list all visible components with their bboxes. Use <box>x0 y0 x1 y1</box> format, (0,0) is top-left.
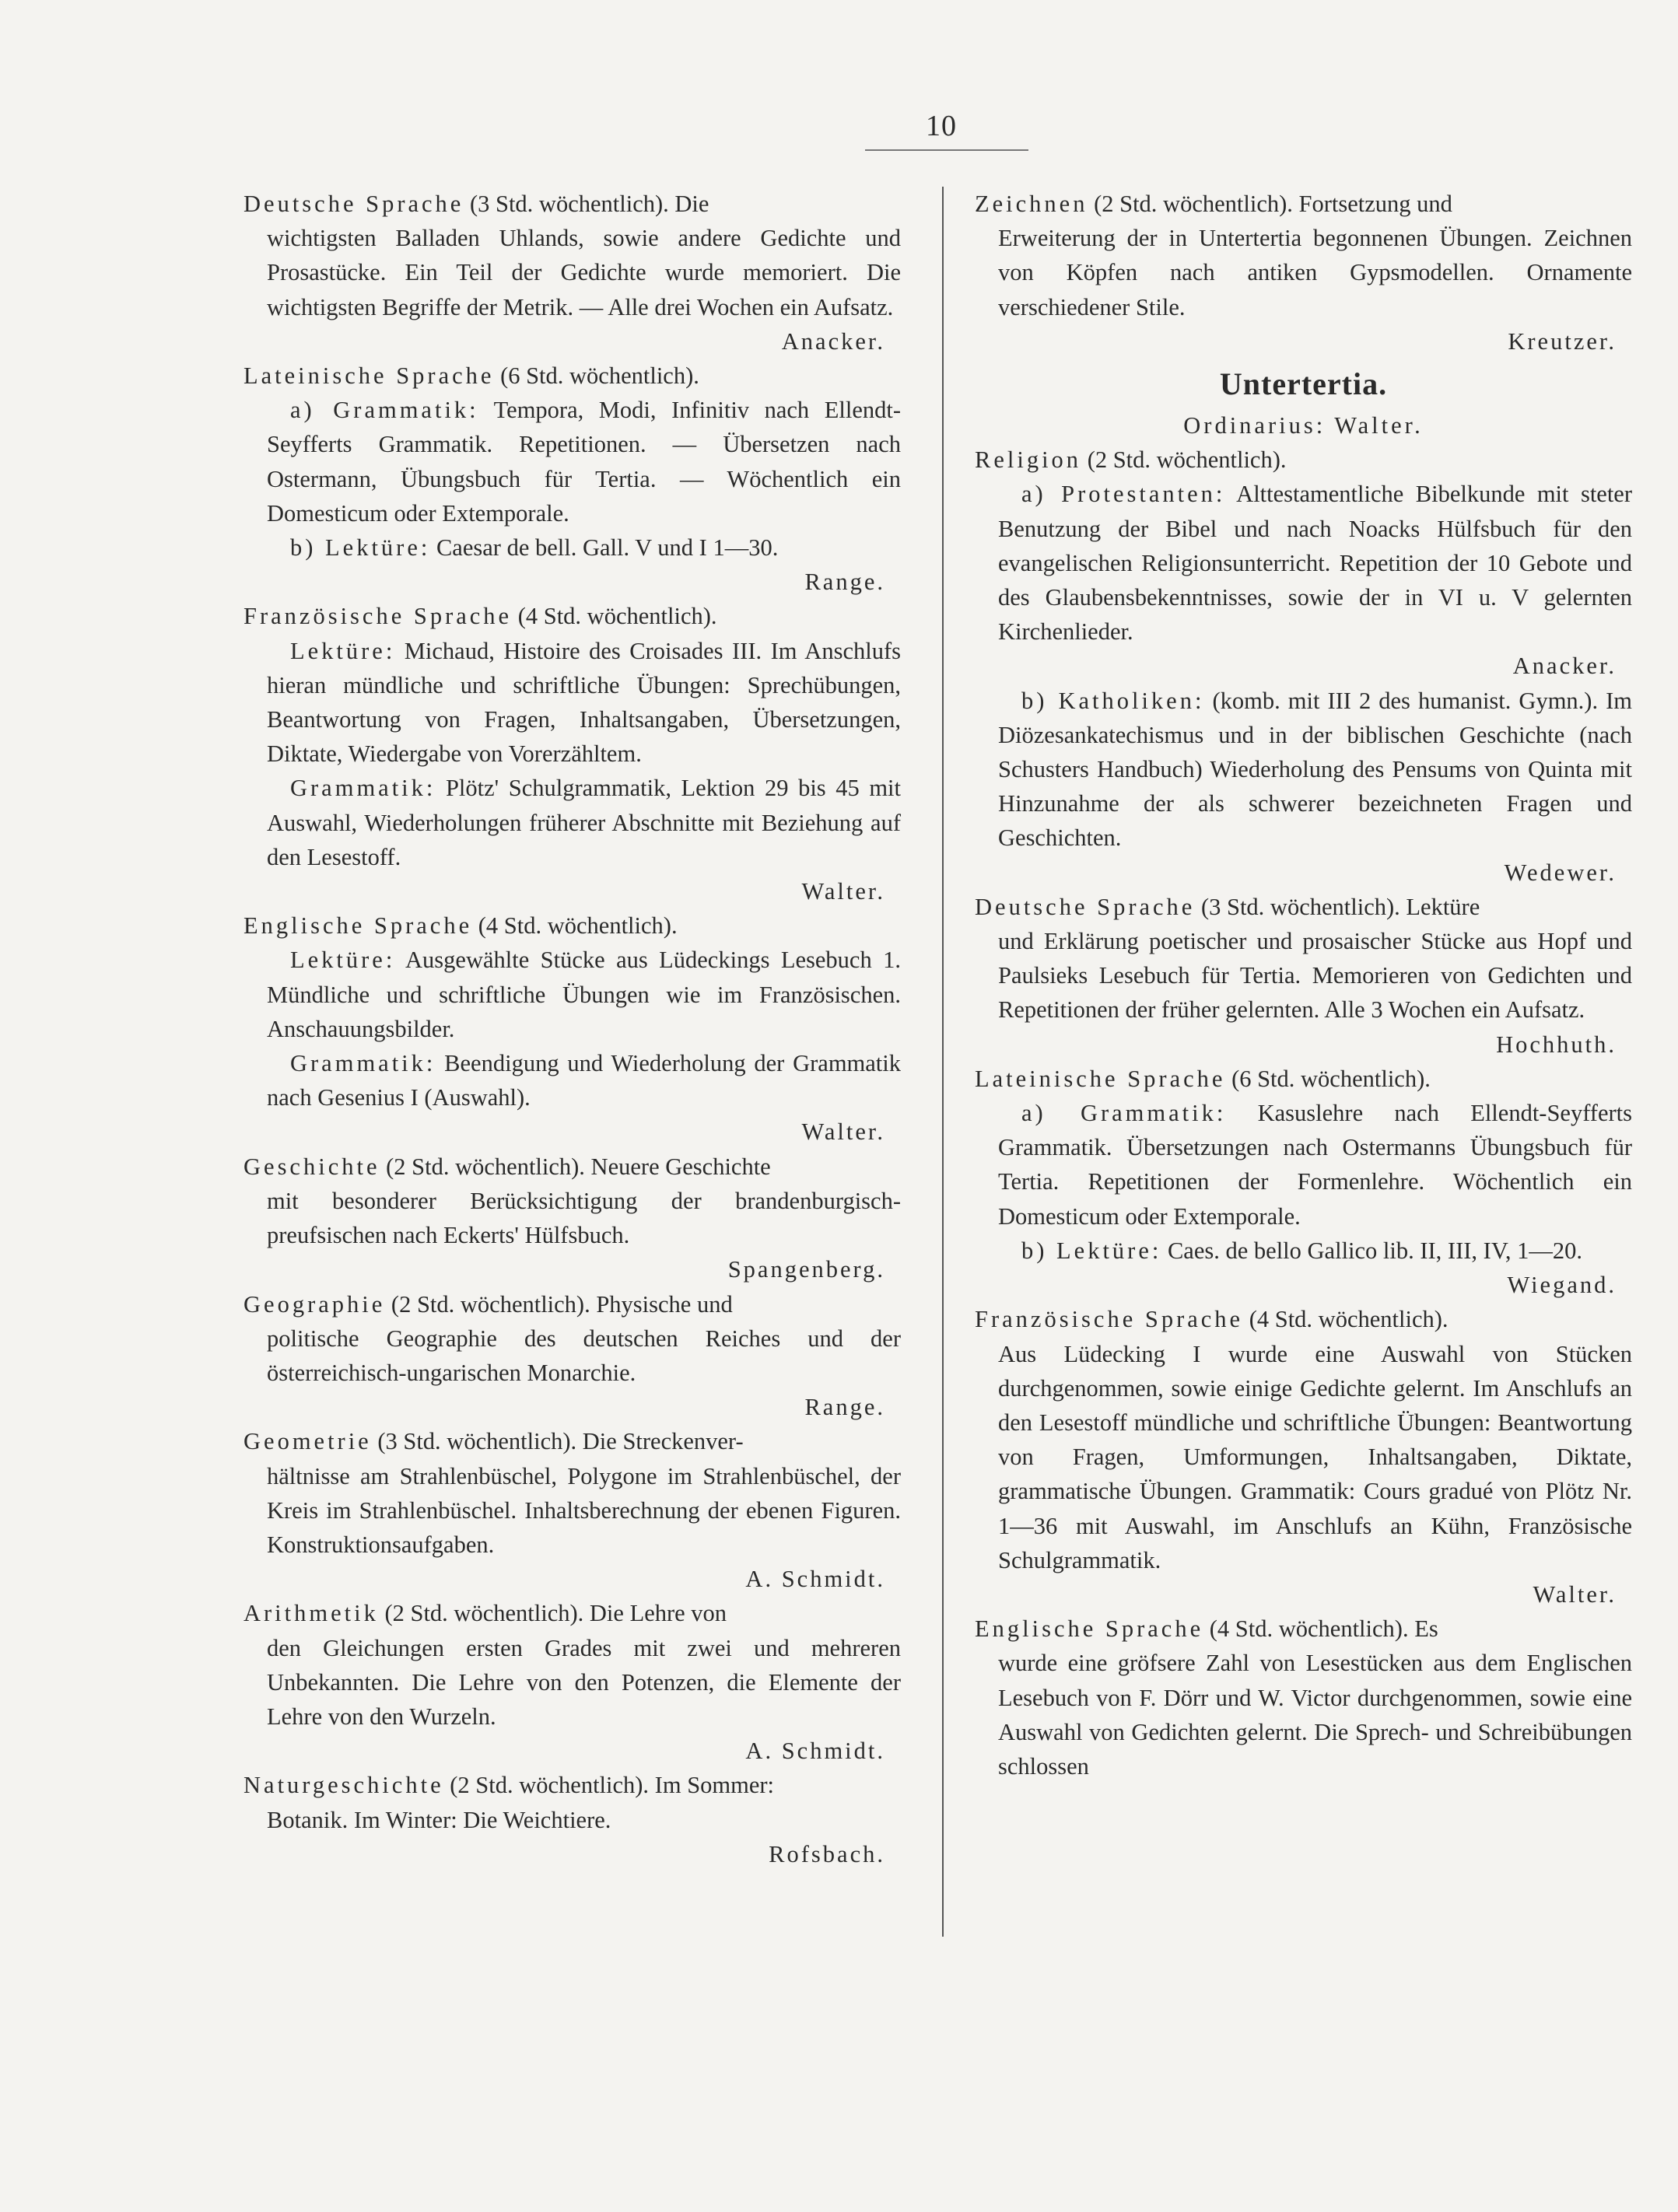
subject-hours: (2 Std. wöchentlich). Im Sommer: <box>443 1772 775 1799</box>
teacher-signature: Walter. <box>801 1118 885 1146</box>
subject-hours: (4 Std. wöchentlich). Es <box>1203 1615 1438 1643</box>
subject-name: Englische Sprache <box>243 912 473 940</box>
right-column <box>975 187 1632 1783</box>
subject-name: Arithmetik <box>243 1600 379 1627</box>
subject-name: Lateinische Sprache <box>243 362 495 390</box>
paragraph-body: (komb. mit III 2 des humanist. Gymn.). Im Diözesankatechismus und in der biblischen Geschichte (nach Schusters Handbuch) Wiederholung des Pensums von Quinta mit Hinzunahme der als schwerer bezeichneten Fragen und Geschichten. <box>998 687 1632 852</box>
subject-name: Geschichte <box>243 1153 380 1180</box>
paragraph <box>975 684 1632 856</box>
teacher-signature: Anacker. <box>781 327 885 355</box>
subject-hours: (4 Std. wöchentlich). <box>1243 1306 1449 1333</box>
subject-heading <box>243 1424 901 1458</box>
paragraph <box>243 943 901 1046</box>
paragraph-label: b) Katholiken: <box>1021 687 1205 714</box>
subject-name: Französische Sprache <box>243 603 513 630</box>
subject-hours: (3 Std. wöchentlich). Die Streckenver- <box>371 1428 744 1455</box>
subject-heading <box>243 1596 901 1630</box>
paragraph-text: politische Geographie des deutschen Reiches und der österreichisch-ungarischen Monarchie. <box>267 1325 901 1386</box>
paragraph-body: Alttestamentliche Bibelkunde mit steter Benutzung der Bibel und nach Noacks Hülfsbuch für den evangelischen Religionsunterricht. Repetition der 10 Gebote und des Glaubensbekenntnisses, sowie der in VI u. V gelernten Kirchenlieder. <box>998 481 1632 646</box>
teacher-signature: Range. <box>804 569 885 596</box>
page-number-rule <box>865 149 1028 151</box>
right-column-body <box>975 443 1632 1783</box>
paragraph-body: Caes. de bello Gallico lib. II, III, IV, 1—20. <box>1161 1237 1583 1264</box>
column-divider <box>942 187 944 1937</box>
subject-name: Geographie <box>243 1290 386 1318</box>
subject-hours: (2 Std. wöchentlich). <box>1081 446 1287 474</box>
paragraph-label: Grammatik: <box>290 1050 436 1077</box>
subject-heading <box>975 1612 1632 1646</box>
subject-hours: (2 Std. wöchentlich). Die Lehre von <box>378 1600 727 1627</box>
paragraph-text: den Gleichungen ersten Grades mit zwei und mehreren Unbekannten. Die Lehre von den Potenzen, die Elemente der Lehre von den Wurzeln. <box>267 1634 901 1730</box>
subject-hours: (6 Std. wöchentlich). <box>1225 1065 1431 1092</box>
section-title: Untertertia. <box>1219 366 1388 402</box>
teacher-signature: Walter. <box>801 878 885 905</box>
subject-name: Französische Sprache <box>975 1306 1244 1333</box>
teacher-signature: Hochhuth. <box>1496 1031 1617 1058</box>
subject-hours: (6 Std. wöchentlich). <box>494 362 699 390</box>
paragraph-body: Caesar de bell. Gall. V und I 1—30. <box>430 534 779 562</box>
subject-hours: (2 Std. wöchentlich). Physische und <box>385 1290 733 1318</box>
paragraph-label: Lektüre: <box>290 947 396 974</box>
paragraph <box>243 393 901 530</box>
teacher-signature: Wiegand. <box>1507 1272 1617 1299</box>
subject-heading <box>975 890 1632 924</box>
paragraph-label: b) Lektüre: <box>1021 1237 1162 1264</box>
page-number: 10 <box>926 110 957 142</box>
subject-hours: (2 Std. wöchentlich). Fortsetzung und <box>1088 191 1452 217</box>
subject-name: Religion <box>975 446 1082 474</box>
paragraph-text: wichtigsten Balladen Uhlands, sowie andere Gedichte und Prosastücke. Ein Teil der Gedichte wurde memoriert. Die wichtigsten Begriffe der Metrik. — Alle drei Wochen ein Aufsatz. <box>267 225 901 320</box>
subject-name: Englische Sprache <box>975 1615 1204 1643</box>
subject-hours: (4 Std. wöchentlich). <box>512 603 717 630</box>
paragraph <box>975 477 1632 649</box>
paragraph-text: Erweiterung der in Untertertia begonnenen Übungen. Zeichnen von Köpfen nach antiken Gypsmodellen. Ornamente verschiedener Stile. <box>998 225 1632 320</box>
paragraph-text: Botanik. Im Winter: Die Weichtiere. <box>267 1806 611 1833</box>
teacher-signature: A. Schmidt. <box>745 1738 885 1765</box>
paragraph-label: Lektüre: <box>290 637 396 664</box>
paragraph-body: Kasuslehre nach Ellendt-Seyfferts Grammatik. Übersetzungen nach Ostermanns Übungsbuch für Tertia. Repetitionen der Formenlehre. Wöchentlich ein Domesticum oder Extemporale. <box>998 1100 1632 1230</box>
paragraph-body: Beendigung und Wiederholung der Grammatik nach Gesenius I (Auswahl). <box>267 1050 901 1111</box>
paragraph-body: Michaud, Histoire des Croisades III. Im Anschlufs hieran mündliche und schriftliche Übungen: Sprechübungen, Beantwortung von Fragen, Inhaltsangaben, Übersetzungen, Diktate, Wiedergabe von Vorerzähltem. <box>267 637 901 768</box>
subject-name: Zeichnen <box>975 191 1088 217</box>
subject-hours: (3 Std. wöchentlich). Lektüre <box>1195 893 1480 920</box>
subject-heading <box>243 1287 901 1321</box>
teacher-signature: A. Schmidt. <box>745 1566 885 1593</box>
subject-heading <box>243 359 901 393</box>
paragraph-body: Plötz' Schulgrammatik, Lektion 29 bis 45 mit Auswahl, Wiederholungen früherer Abschnitte mit Beziehung auf den Lesestoff. <box>267 775 901 870</box>
subject-heading <box>243 1768 901 1802</box>
ordinarius: Ordinarius: Walter. <box>1183 412 1424 439</box>
paragraph-text: und Erklärung poetischer und prosaischer Stücke aus Hopf und Paulsieks Lesebuch für Tertia. Memorieren von Gedichten und Repetitionen der früher gelernten. Alle 3 Wochen ein Aufsatz. <box>998 928 1632 1024</box>
subject-name: Naturgeschichte <box>243 1772 444 1799</box>
teacher-signature: Range. <box>804 1394 885 1421</box>
subject-heading <box>243 908 901 943</box>
paragraph-body: Tempora, Modi, Infinitiv nach Ellendt-Seyfferts Grammatik. Repetitionen. — Übersetzen nach Ostermann, Übungsbuch für Tertia. — Wöchentlich ein Domesticum oder Extemporale. <box>267 397 901 527</box>
paragraph-text: wurde eine gröfsere Zahl von Lesestücken aus dem Englischen Lesebuch von F. Dörr und W. Victor durchgenommen, sowie eine Auswahl von Gedichten gelernt. Die Sprech- und Schreibübungen schlossen <box>998 1650 1632 1780</box>
subject-heading <box>975 1062 1632 1096</box>
paragraph <box>243 1046 901 1115</box>
subject-heading <box>243 1150 901 1184</box>
paragraph-text: hältnisse am Strahlenbüschel, Polygone im Strahlenbüschel, der Kreis im Strahlenbüschel. Inhaltsberechnung der ebenen Figuren. Konstruktionsaufgaben. <box>267 1462 901 1558</box>
subject-hours: (2 Std. wöchentlich). Neuere Geschichte <box>380 1153 771 1180</box>
right-column-top <box>975 187 1632 359</box>
subject-hours: (4 Std. wöchentlich). <box>472 912 678 940</box>
subject-heading <box>975 187 1632 221</box>
subject-heading <box>243 187 901 221</box>
subject-name: Lateinische Sprache <box>975 1065 1226 1092</box>
subject-heading <box>975 443 1632 477</box>
paragraph <box>975 1096 1632 1234</box>
subject-name: Deutsche Sprache <box>975 893 1196 920</box>
left-column <box>243 187 901 1871</box>
paragraph <box>243 634 901 772</box>
paragraph-label: b) Lektüre: <box>290 534 431 562</box>
subject-name: Geometrie <box>243 1428 372 1455</box>
teacher-signature: Walter. <box>1533 1580 1617 1608</box>
teacher-signature: Spangenberg. <box>727 1256 885 1283</box>
paragraph <box>975 1234 1632 1268</box>
teacher-signature: Rofsbach. <box>769 1840 885 1867</box>
subject-heading <box>975 1302 1632 1336</box>
paragraph-text: mit besonderer Berücksichtigung der brandenburgisch-preufsischen nach Eckerts' Hülfsbuch. <box>267 1187 901 1249</box>
paragraph-label: Grammatik: <box>290 775 436 802</box>
paragraph-label: a) Protestanten: <box>1021 481 1226 508</box>
subject-name: Deutsche Sprache <box>243 191 464 217</box>
teacher-signature: Wedewer. <box>1504 859 1617 886</box>
subject-hours: (3 Std. wöchentlich). Die <box>464 191 709 217</box>
teacher-signature: Kreutzer. <box>1508 327 1617 355</box>
paragraph <box>243 530 901 565</box>
paragraph <box>243 771 901 874</box>
paragraph-label: a) Grammatik: <box>1021 1100 1227 1127</box>
teacher-signature: Anacker. <box>1512 653 1617 680</box>
subject-heading <box>243 599 901 633</box>
paragraph-label: a) Grammatik: <box>290 397 479 424</box>
paragraph-text: Aus Lüdecking I wurde eine Auswahl von Stücken durchgenommen, sowie einige Gedichte gelernt. Im Anschlufs an den Lesestoff mündliche und schriftliche Übungen: Beantwortung von Fragen, Umformungen, Inhaltsangaben, Diktate, grammatische Übungen. Grammatik: Cours gradué von Plötz Nr. 1—36 mit Auswahl, im Anschlufs an Kühn, Französische Schulgrammatik. <box>998 1340 1632 1573</box>
paragraph-body: Ausgewählte Stücke aus Lüdeckings Lesebuch 1. Mündliche und schriftliche Übungen wie im Französischen. Anschauungsbilder. <box>267 947 901 1042</box>
